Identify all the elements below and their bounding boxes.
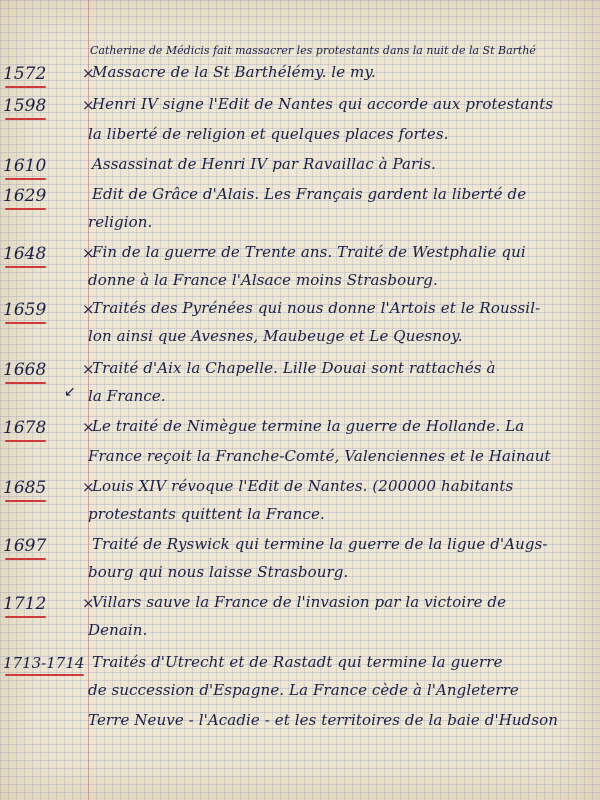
- entry-text: Traité d'Aix la Chapelle. Lille Douai sont rattachés à: [92, 359, 496, 377]
- entry-1629-cont: [88, 210, 598, 240]
- entry-year: 1685: [3, 478, 47, 498]
- entry-1678: [0, 414, 600, 444]
- entry-1659-cont: [88, 324, 598, 354]
- entry-text: bourg qui nous laisse Strasbourg.: [88, 563, 349, 581]
- entry-1668-cont: [88, 384, 598, 414]
- entry-1685-cont: [88, 502, 598, 532]
- entry-text: donne à la France l'Alsace moins Strasbourg.: [88, 271, 438, 289]
- entry-year: 1678: [3, 418, 47, 438]
- entry-1668: [0, 356, 600, 386]
- entry-year: 1572: [3, 64, 47, 84]
- entry-text: religion.: [88, 213, 153, 231]
- entry-1713-1714-cont: [88, 678, 598, 708]
- entry-year: 1610: [3, 156, 47, 176]
- entry-text: Villars sauve la France de l'invasion par la victoire de: [92, 593, 507, 611]
- entry-text: Traités des Pyrénées qui nous donne l'Artois et le Roussil-: [92, 299, 541, 317]
- cross-mark: ×: [82, 300, 95, 318]
- cross-mark: ×: [82, 360, 95, 378]
- cross-mark: ×: [82, 244, 95, 262]
- top-annotation: Catherine de Médicis fait massacrer les protestants dans la nuit de la St Barthé: [90, 44, 536, 57]
- entry-1712-cont: [88, 618, 598, 648]
- entry-1572: [0, 60, 600, 90]
- entry-text: Denain.: [88, 621, 148, 639]
- entry-text: lon ainsi que Avesnes, Maubeuge et Le Quesnoy.: [88, 327, 463, 345]
- entry-text: Massacre de la St Barthélémy. le my.: [92, 63, 376, 81]
- cross-mark: ×: [82, 478, 95, 496]
- entry-text: Edit de Grâce d'Alais. Les Français gardent la liberté de: [92, 185, 527, 203]
- entry-1648-cont: [88, 268, 598, 298]
- entry-1629: [0, 182, 600, 212]
- cross-mark: ×: [82, 96, 95, 114]
- cross-mark: ×: [82, 418, 95, 436]
- entry-1713-1714: [0, 650, 600, 680]
- entry-year: 1712: [3, 594, 47, 614]
- entry-year: 1598: [3, 96, 47, 116]
- entry-text: Fin de la guerre de Trente ans. Traité de Westphalie qui: [92, 243, 526, 261]
- entry-text: Traités d'Utrecht et de Rastadt qui termine la guerre: [92, 653, 503, 671]
- cross-mark: ×: [82, 64, 95, 82]
- entry-text: protestants quittent la France.: [88, 505, 325, 523]
- margin-arrow-mark: ↙: [64, 384, 76, 400]
- entry-year: 1668: [3, 360, 47, 380]
- entry-year: 1713-1714: [3, 654, 85, 672]
- entry-1685: [0, 474, 600, 504]
- entry-text: Assassinat de Henri IV par Ravaillac à Paris.: [92, 155, 436, 173]
- entry-text: Louis XIV révoque l'Edit de Nantes. (200000 habitants: [92, 477, 514, 495]
- entry-year: 1629: [3, 186, 47, 206]
- entry-text: Terre Neuve - l'Acadie - et les territoires de la baie d'Hudson: [88, 711, 559, 729]
- entry-text: Le traité de Nimègue termine la guerre de Hollande. La: [92, 417, 525, 435]
- entry-text: de succession d'Espagne. La France cède à l'Angleterre: [88, 681, 519, 699]
- entry-1648: [0, 240, 600, 270]
- entry-year: 1659: [3, 300, 47, 320]
- entry-year: 1648: [3, 244, 47, 264]
- cross-mark: ×: [82, 594, 95, 612]
- entry-1697: [0, 532, 600, 562]
- entry-text: France reçoit la Franche-Comté, Valenciennes et le Hainaut: [88, 447, 551, 465]
- entry-1712: [0, 590, 600, 620]
- entry-1610: [0, 152, 600, 182]
- entry-1659: [0, 296, 600, 326]
- entry-text: la France.: [88, 387, 166, 405]
- entry-1697-cont: [88, 560, 598, 590]
- entry-1598-cont: [88, 122, 598, 152]
- entry-year: 1697: [3, 536, 47, 556]
- entry-1713-1714-cont-2: [88, 708, 598, 738]
- entry-1598: [0, 92, 600, 122]
- entry-text: Traité de Ryswick qui termine la guerre de la ligue d'Augs-: [92, 535, 548, 553]
- entry-text: Henri IV signe l'Edit de Nantes qui accorde aux protestants: [92, 95, 554, 113]
- entry-text: la liberté de religion et quelques places fortes.: [88, 125, 449, 143]
- entry-1678-cont: [88, 444, 598, 474]
